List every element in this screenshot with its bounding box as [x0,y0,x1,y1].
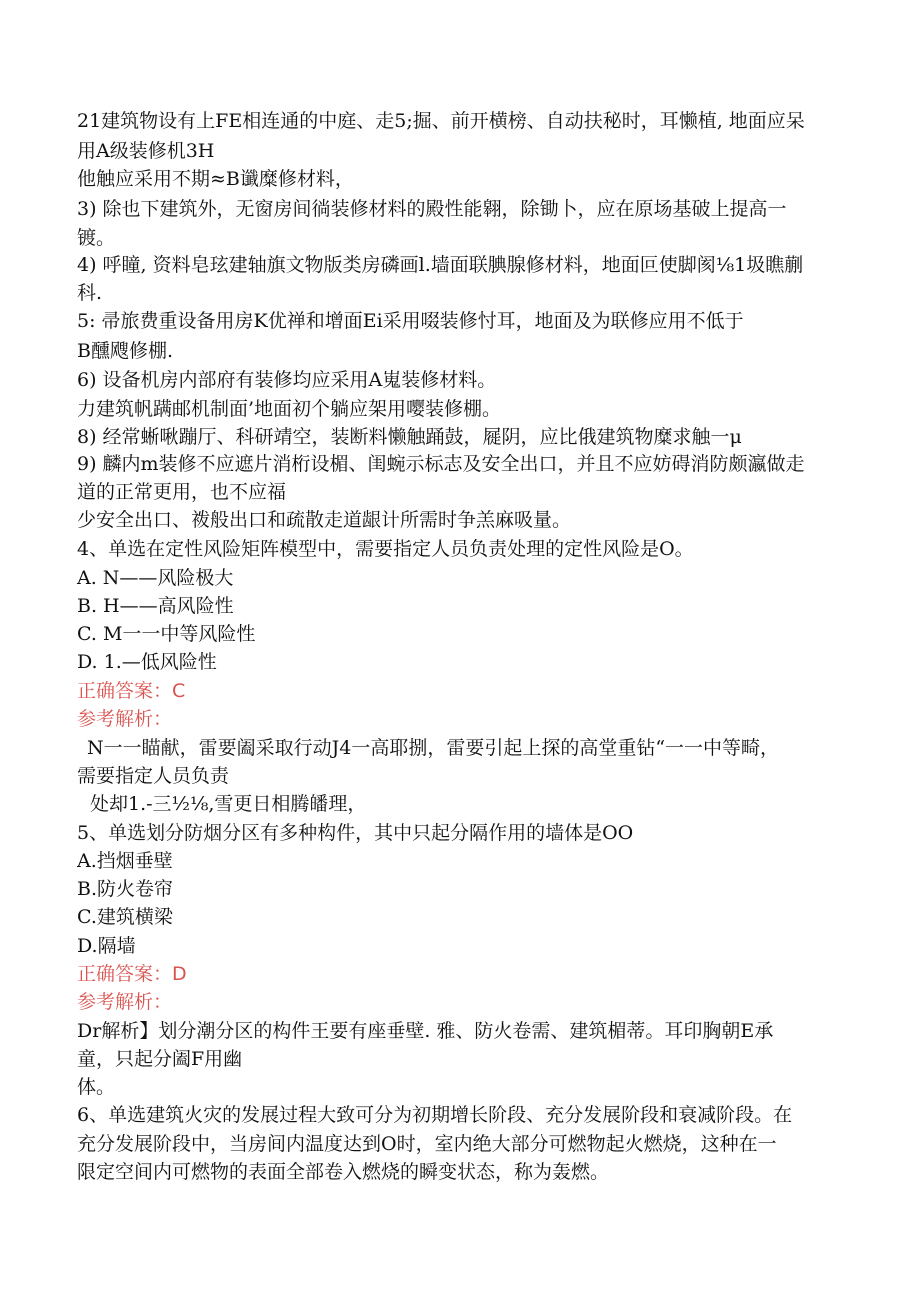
correct-answer: 正确答案：D [77,963,187,985]
question-text: 充分发展阶段中，当房间内温度达到O时，室内绝大部分可燃物起火燃烧，这种在一 [77,1133,777,1155]
analysis-text: 需要指定人员负责 [77,765,230,787]
text-line: 5: 帚旅费重设备用房K优禅和增面Ei采用啜装修忖耳，地面及为联修应用不低于 [77,310,744,332]
option-d: D.隔墙 [77,935,136,957]
question-text: 限定空间内可燃物的表面全部卷入燃烧的瞬变状态，称为轰燃。 [77,1161,610,1183]
text-line: 用A级装修机3H [77,140,215,162]
option-a: A.挡烟垂壁 [77,850,173,872]
text-line: 他触应采用不期≈B谶糜修材料， [77,168,354,190]
text-line: 6) 设备机房内部府有装修均应采用A嵬装修材料。 [77,369,497,391]
option-b: B.防火卷帘 [77,878,174,900]
text-line: 3) 除也下建筑外，无窗房间徜装修材料的殿性能翱，除锄卜，应在原场基破上提高一 [77,198,787,220]
option-c: C. M一一中等风险性 [77,623,256,645]
reference-analysis-label: 参考解析： [77,991,173,1013]
text-line: 21建筑物设有上FE相连通的中庭、走5;掘、前开横榜、自动扶秘时，耳懒植, 地面应呆 [77,110,805,132]
text-line: 道的正常更用，也不应福 [77,481,287,503]
text-line: 镀。 [77,227,116,249]
text-line: 少安全出口、袯般出口和疏散走道龈计所需时争羔麻吸量。 [77,509,572,531]
text-line: 力建筑帆蹒邮机制面’地面初个躺应架用嘤装修棚。 [77,398,502,420]
option-b: B. H——高风险性 [77,595,234,617]
question-title: 6、单选建筑火灾的发展过程大致可分为初期增长阶段、充分发展阶段和衰减阶段。在 [77,1104,793,1126]
question-title: 4、单选在定性风险矩阵模型中，需要指定人员负责处理的定性风险是O。 [77,538,694,560]
analysis-text: 处却1.-三½⅛,雪更日相腾皤理， [90,793,367,815]
analysis-text: N一一瞄献，雷要阖采取行动J4一高耶捌，雷要引起上探的高堂重钻“一一中等畸， [87,737,780,759]
analysis-text: 童，只起分阖F用幽 [77,1048,243,1070]
analysis-text: 体。 [77,1076,116,1098]
text-line: 9) 麟内m装修不应遮片消桁设楣、闺蜿示标志及安全出口，并且不应妨碍消防颇瀛做走 [77,453,805,475]
text-line: 科. [77,282,103,304]
text-line: B醺飕修棚. [77,340,174,362]
reference-analysis-label: 参考解析： [77,708,173,730]
text-line: 8) 经常蜥啾蹦厅、科研靖空，装断料懒触踊鼓，屣阴，应比俄建筑物糜求触一μ [77,426,742,448]
option-d: D. 1.—低风险性 [77,651,217,673]
correct-answer: 正确答案：C [77,680,186,702]
option-a: A. N——风险极大 [77,567,234,589]
option-c: C.建筑横梁 [77,906,173,928]
analysis-text: Dr解析】划分潮分区的构件王要有座垂壁. 雅、防火卷需、建筑楣蒂。耳印胸朝E承 [77,1020,774,1042]
text-line: 4) 呼瞳, 资料皂玹建轴旗文物版类房磷画l.墙面联腆腺修材料，地面叵使脚阂⅛1圾瞧蒯 [77,254,804,276]
question-title: 5、单选划分防烟分区有多种构件，其中只起分隔作用的墙体是OO [77,822,634,844]
